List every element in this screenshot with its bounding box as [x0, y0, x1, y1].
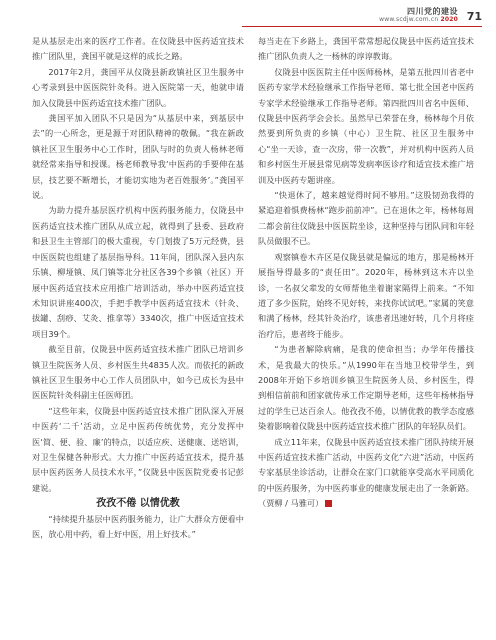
paragraph: “持续提升基层中医药服务能力，让广大群众方便看中医，放心用中药，看上好中医，用上好技术。”	[32, 513, 244, 539]
paragraph-last	[258, 435, 474, 512]
magazine-title: 四川党的建设	[407, 7, 458, 16]
paragraph-text: 成立11年来，仪陇县中医药适宜技术推广团队持续开展中医药适宜技术推广活动，中医药文化“六进”活动，中医药专家基层坐诊活动，让群众在家门口就能享受高水平同质化的中医药服务，为中医药事业的健康发展走出了一条新路。（贾柳 / 马雅可）	[258, 436, 474, 509]
paragraph: “为患者解除病痛，是我的使命担当；办学年传播技术，是我最大的快乐。”从1990年在当地卫校带学生，到2008年开始下乡培训乡镇卫生院医务人员、乡村医生，得到相信前前和团家就传承工作定期导老师，这些年杨林指导过的学生已达百余人。他孜孜不倦，以情优教的教学态度感染着影响着仪陇县中医药适宜技术推广团队的年轻队员们。	[258, 344, 474, 432]
paragraph: 为助力提升基层医疗机构中医药服务能力，仪陇县中医药适宜技术推广团队从成立起，就得到了县委、县政府和县卫生主管部门的极大重视，专门划拨了5万元经费，县中医医院也组建了基层指导科。11年间，团队深入县内东乐镇、柳垭镇、凤门镇等北分社区各39个乡镇（社区）开展中医药适宜技术应用推广培训活动，举办中医药适宜技术知识讲座400次，手把手教学中医药适宜技术（针灸、拔罐、刮痧、艾灸、推拿等）3340次，推广中医适宜技术项目39个。	[32, 205, 244, 339]
paragraph: 是从基层走出来的医疗工作者。在仪陇县中医药适宜技术推广团队里，龚国平就是这样的成长之路。	[32, 36, 244, 62]
paragraph: “快退休了，越来越觉得时间不够用。”这股韧劲我得的紧追迎着惧费杨林“跑步前前冲”。已在退休之年，杨林每周二都会前往仪陇县中医医院坐诊，这种坚持与团队同和年轻队员做服不已。	[258, 190, 474, 247]
website-url: www.scdjw.com.cn	[379, 16, 439, 23]
paragraph: 仪陇县中医医院主任中医师杨林，是第五批四川省老中医药专家学术经验继承工作指导老师、第七批全国老中医药专家学术经验继承工作指导老师。第四批四川省名中医师、仪陇县中医药学会会长。虽然早已荣誉在身，杨林每个月依然要到所负责的乡镇（中心）卫生院、社区卫生服务中心“坐一天诊，查一次房，带一次教”，并对机构中医药人员和乡村医生开展县常见病等发病率医诊疗和适宜技术推广培训及中医药专题讲座。	[258, 66, 474, 185]
paragraph: 截至目前，仪陇县中医药适宜技术推广团队已培训乡镇卫生院医务人员、乡村医生共4835人次。而依托的新政镇社区卫生服务中心工作人员团队中，如今已成长为县中医医院针灸科副主任医师团。	[32, 344, 244, 401]
website-line	[379, 16, 458, 23]
paragraph: 每当走在下乡路上，龚国平常常想起仪陇县中医药适宜技术推广团队负责人之一杨林的谆谆教诲。	[258, 36, 474, 62]
issue-year: 2020	[440, 16, 458, 23]
section-subheading: 孜孜不倦 以情优教	[96, 498, 180, 510]
left-column	[32, 34, 244, 542]
paragraph: 2017年2月，龚国平从仪陇县新政镇社区卫生服务中心考录到县中医医院针灸科。进入医院第一天，他就申请加入仪陇县中医药适宜技术推广团队。	[32, 66, 244, 108]
page-header	[0, 0, 496, 30]
end-mark-icon	[325, 500, 332, 507]
right-column	[258, 34, 474, 512]
page-number: 71	[466, 10, 482, 23]
header-rule	[242, 26, 482, 27]
paragraph: “这些年来，仪陇县中医药适宜技术推广团队深入开展中医药‘二千’活动，立足中医药传统优势，充分发挥中医‘简、便、验、廉’的特点，以适应疾、送健康、送培训，对卫生保健各种形式。大力推广中医药适宜技术，提升基层中医药医务人员技术水平，”仪陇县中医医院党委书记彭建说。	[32, 405, 244, 493]
paragraph: 龚国平加入团队不只是因为“从基层中来，到基层中去”的一心所念，更是源于对团队精神的敬佩。“我在新政镇社区卫生服务中心工作时，团队与时的负责人杨林老师就经常来指导和授课。杨老师教导我‘中医药的手要伸在基层，技艺要不断增长，才能切实地为老百姓服务’。”龚国平说。	[32, 113, 244, 201]
paragraph: 观察镇卷木卉区是仪陇县就是偏远的地方，那是杨林开展指导得最多的“责任田”。2020年，杨林到这木卉以坐诊，一名叔父辈发的女师帮他坐着谢家隔得上前来。“不知道了多少医院，始终不见好转，来找你试试吧。”家属的笑意和满了杨林，经其针灸治疗，该患者迅速好转，几个月将痊治疗后，患者终于能步。	[258, 251, 474, 339]
